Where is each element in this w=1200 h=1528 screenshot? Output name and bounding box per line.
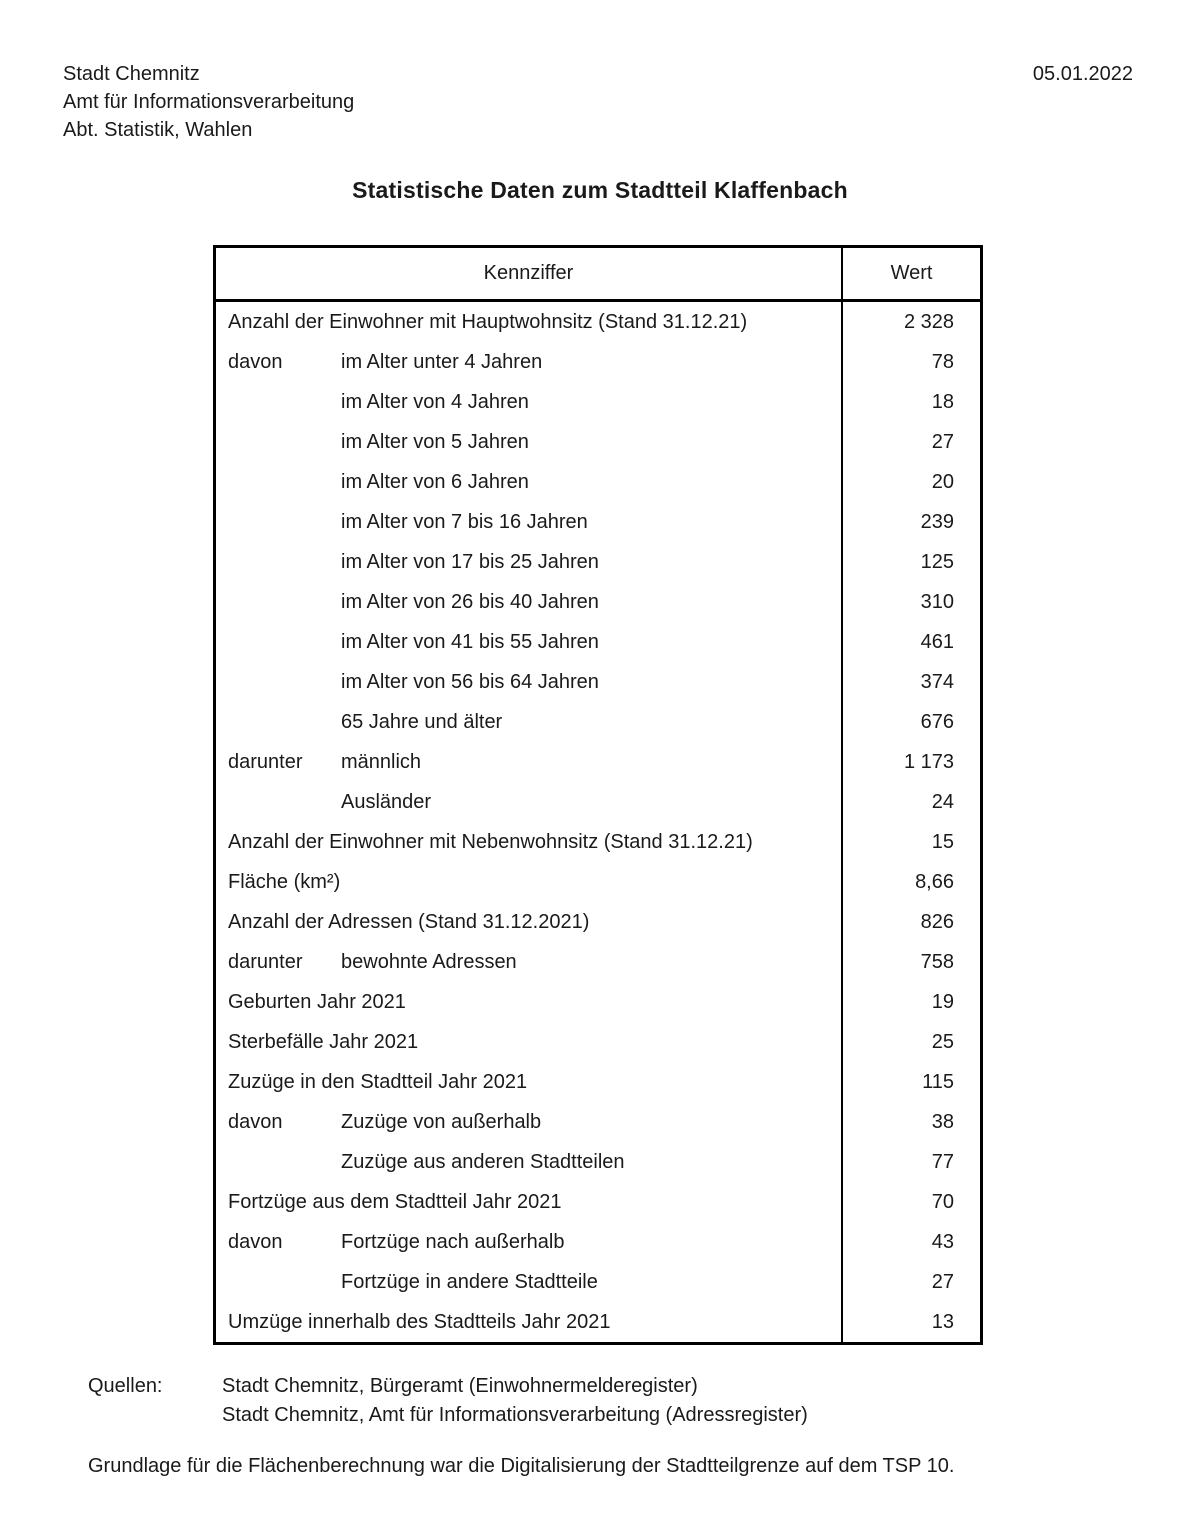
table-row — [216, 822, 980, 862]
table-row — [216, 1302, 980, 1342]
row-kennziffer-cell — [216, 622, 843, 662]
table-header-row — [216, 248, 980, 302]
document-date: 05.01.2022 — [1032, 63, 1133, 85]
row-value: 43 — [931, 1230, 954, 1253]
row-value: 758 — [920, 950, 954, 973]
sources-block — [88, 1372, 808, 1430]
row-prefix: davon — [228, 1110, 283, 1133]
row-value: 20 — [931, 470, 954, 493]
row-kennziffer-cell — [216, 902, 843, 942]
column-header-kennziffer: Kennziffer — [216, 248, 843, 299]
table-row — [216, 1182, 980, 1222]
row-value: 24 — [931, 790, 954, 813]
row-label: im Alter von 17 bis 25 Jahren — [341, 550, 599, 573]
sources-lines — [222, 1372, 808, 1430]
row-label: Zuzüge in den Stadtteil Jahr 2021 — [228, 1070, 528, 1093]
table-row — [216, 342, 980, 382]
row-label: 65 Jahre und älter — [341, 710, 503, 733]
row-value: 77 — [931, 1150, 954, 1173]
table-row — [216, 702, 980, 742]
source-line: Stadt Chemnitz, Amt für Informationsverarbeitung (Adressregister) — [222, 1404, 808, 1426]
row-value: 1 173 — [903, 750, 954, 773]
row-kennziffer-cell — [216, 1302, 843, 1342]
row-label: Umzüge innerhalb des Stadtteils Jahr 2021 — [228, 1310, 611, 1333]
row-label: im Alter von 4 Jahren — [341, 390, 529, 413]
row-kennziffer-cell — [216, 662, 843, 702]
row-value: 70 — [931, 1190, 954, 1213]
row-kennziffer-cell — [216, 982, 843, 1022]
row-value: 13 — [931, 1310, 954, 1333]
org-line-department: Abt. Statistik, Wahlen — [63, 119, 253, 141]
row-kennziffer-cell — [216, 862, 843, 902]
row-value: 38 — [931, 1110, 954, 1133]
row-label: Fortzüge in andere Stadtteile — [341, 1270, 598, 1293]
row-kennziffer-cell — [216, 582, 843, 622]
table-row — [216, 462, 980, 502]
row-value: 461 — [920, 630, 954, 653]
table-row — [216, 302, 980, 342]
row-label: Anzahl der Adressen (Stand 31.12.2021) — [228, 910, 590, 933]
org-line-city: Stadt Chemnitz — [63, 63, 200, 85]
row-label: Fortzüge aus dem Stadtteil Jahr 2021 — [228, 1190, 562, 1213]
table-row — [216, 502, 980, 542]
row-label: im Alter von 7 bis 16 Jahren — [341, 510, 588, 533]
row-kennziffer-cell — [216, 942, 843, 982]
sources-label: Quellen: — [88, 1375, 163, 1397]
row-value: 2 328 — [903, 310, 954, 333]
row-label: bewohnte Adressen — [341, 950, 517, 973]
row-label: männlich — [341, 750, 422, 773]
row-kennziffer-cell — [216, 542, 843, 582]
table-row — [216, 902, 980, 942]
row-value: 374 — [920, 670, 954, 693]
row-value: 8,66 — [915, 870, 954, 893]
statistics-table — [213, 245, 983, 1345]
row-kennziffer-cell — [216, 782, 843, 822]
table-row — [216, 422, 980, 462]
row-kennziffer-cell — [216, 1022, 843, 1062]
page-title: Statistische Daten zum Stadtteil Klaffenbach — [352, 177, 848, 203]
table-row — [216, 942, 980, 982]
letterhead — [63, 60, 354, 144]
row-label: im Alter von 26 bis 40 Jahren — [341, 590, 599, 613]
row-kennziffer-cell — [216, 382, 843, 422]
row-label: im Alter von 56 bis 64 Jahren — [341, 670, 599, 693]
table-row — [216, 542, 980, 582]
row-kennziffer-cell — [216, 502, 843, 542]
table-row — [216, 1142, 980, 1182]
row-kennziffer-cell — [216, 1142, 843, 1182]
row-label: Fortzüge nach außerhalb — [341, 1230, 565, 1253]
row-label: Zuzüge von außerhalb — [341, 1110, 542, 1133]
row-prefix: davon — [228, 350, 283, 373]
row-value: 310 — [920, 590, 954, 613]
table-row — [216, 742, 980, 782]
table-row — [216, 862, 980, 902]
row-kennziffer-cell — [216, 462, 843, 502]
row-label: Ausländer — [341, 790, 432, 813]
row-label: Zuzüge aus anderen Stadtteilen — [341, 1150, 625, 1173]
row-prefix: darunter — [228, 750, 303, 773]
row-label: Fläche (km²) — [228, 870, 341, 893]
row-prefix: davon — [228, 1230, 283, 1253]
row-label: Sterbefälle Jahr 2021 — [228, 1030, 419, 1053]
row-kennziffer-cell — [216, 342, 843, 382]
table-row — [216, 1022, 980, 1062]
row-value: 19 — [931, 990, 954, 1013]
row-label: Anzahl der Einwohner mit Hauptwohnsitz (Stand 31.12.21) — [228, 310, 748, 333]
table-row — [216, 1062, 980, 1102]
row-kennziffer-cell — [216, 1262, 843, 1302]
table-row — [216, 782, 980, 822]
row-value: 15 — [931, 830, 954, 853]
table-row — [216, 982, 980, 1022]
row-kennziffer-cell — [216, 1182, 843, 1222]
org-line-office: Amt für Informationsverarbeitung — [63, 91, 355, 113]
row-value: 78 — [931, 350, 954, 373]
column-header-wert: Wert — [890, 262, 933, 284]
footnote: Grundlage für die Flächenberechnung war die Digitalisierung der Stadtteilgrenze auf dem TSP 10. — [88, 1455, 955, 1477]
row-value: 115 — [922, 1070, 954, 1093]
row-label: Geburten Jahr 2021 — [228, 990, 406, 1013]
table-row — [216, 622, 980, 662]
source-line: Stadt Chemnitz, Bürgeramt (Einwohnermelderegister) — [222, 1375, 698, 1397]
table-row — [216, 1222, 980, 1262]
table-row — [216, 582, 980, 622]
row-value: 25 — [931, 1030, 954, 1053]
row-value: 826 — [920, 910, 954, 933]
row-value: 125 — [920, 550, 954, 573]
row-label: Anzahl der Einwohner mit Nebenwohnsitz (Stand 31.12.21) — [228, 830, 753, 853]
row-kennziffer-cell — [216, 702, 843, 742]
row-kennziffer-cell — [216, 742, 843, 782]
row-kennziffer-cell — [216, 302, 843, 342]
table-body — [216, 302, 980, 1342]
table-row — [216, 1262, 980, 1302]
row-kennziffer-cell — [216, 422, 843, 462]
table-row — [216, 1102, 980, 1142]
row-kennziffer-cell — [216, 1222, 843, 1262]
row-prefix: darunter — [228, 950, 303, 973]
row-kennziffer-cell — [216, 822, 843, 862]
row-value: 18 — [931, 390, 954, 413]
table-row — [216, 662, 980, 702]
row-label: im Alter unter 4 Jahren — [341, 350, 543, 373]
row-value: 27 — [931, 1270, 954, 1293]
row-value: 239 — [920, 510, 954, 533]
row-kennziffer-cell — [216, 1102, 843, 1142]
row-label: im Alter von 6 Jahren — [341, 470, 529, 493]
row-label: im Alter von 41 bis 55 Jahren — [341, 630, 599, 653]
row-label: im Alter von 5 Jahren — [341, 430, 529, 453]
row-kennziffer-cell — [216, 1062, 843, 1102]
row-value: 27 — [931, 430, 954, 453]
table-row — [216, 382, 980, 422]
row-value: 676 — [920, 710, 954, 733]
